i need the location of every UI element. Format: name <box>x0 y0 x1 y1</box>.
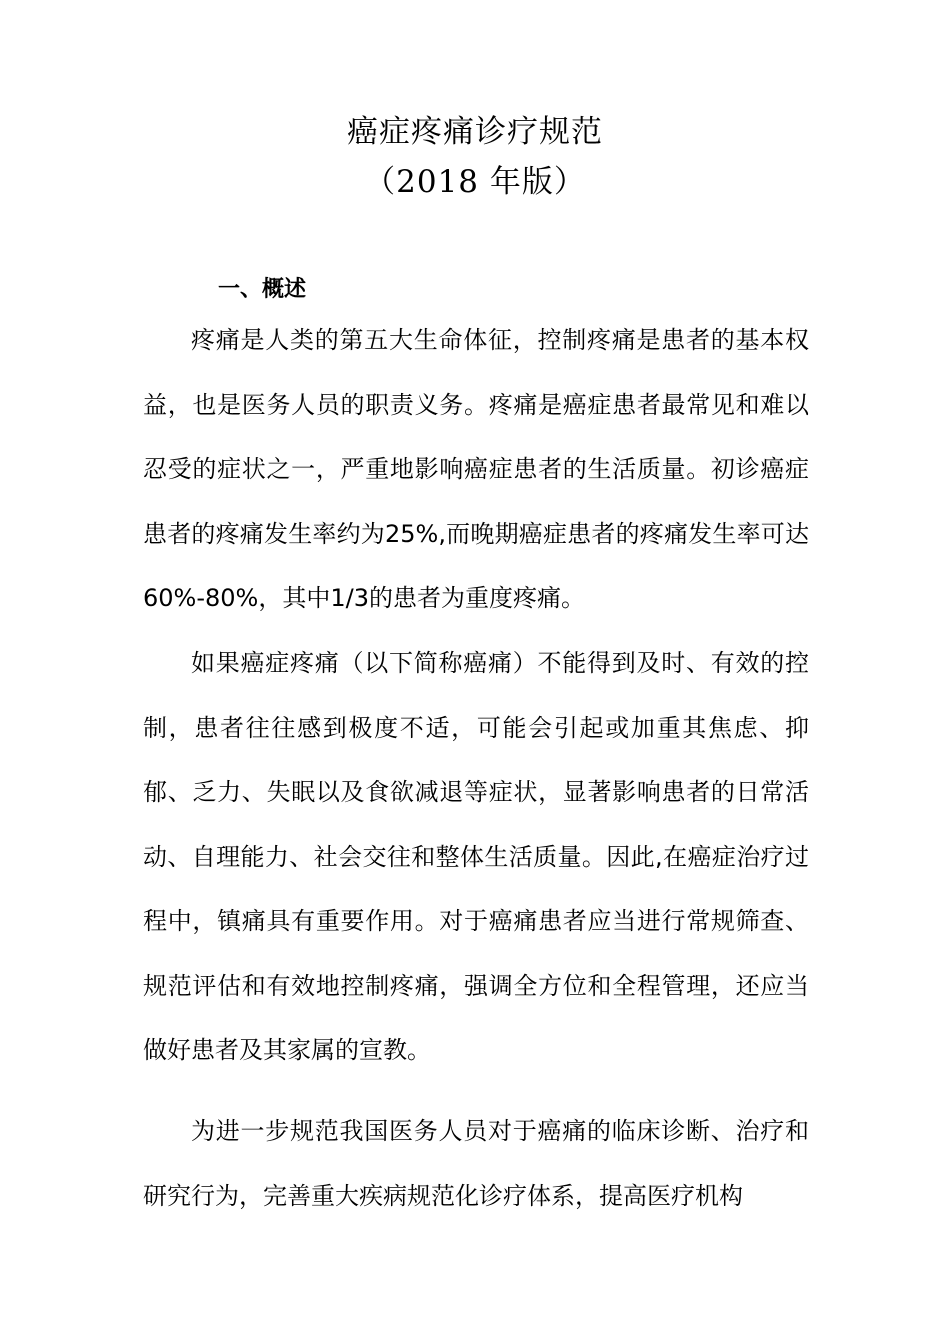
document-subtitle: （2018 年版） <box>364 164 586 200</box>
paragraph-2: 如果癌症疼痛（以下简称癌痛）不能得到及时、有效的控制，患者往往感到极度不适，可能会引起或加重其焦虑、抑郁、乏力、失眠以及食欲减退等症状，显著影响患者的日常活动、自理能力、社会交往和整体生活质量。因此,在癌症治疗过程中，镇痛具有重要作用。对于癌痛患者应当进行常规筛查、规范评估和有效地控制疼痛，强调全方位和全程管理，还应当做好患者及其家属的宣教。 <box>143 649 809 1064</box>
paragraph-1: 疼痛是人类的第五大生命体征，控制疼痛是患者的基本权益，也是医务人员的职责义务。疼痛是癌症患者最常见和难以忍受的症状之一，严重地影响癌症患者的生活质量。初诊癌症患者的疼痛发生率约为25%,而晚期癌症患者的疼痛发生率可达60%-80%，其中1/3的患者为重度疼痛。 <box>143 326 809 612</box>
section-heading: 一、概述 <box>218 277 307 302</box>
document-title: 癌症疼痛诊疗规范 <box>347 114 603 150</box>
paragraph-3: 为进一步规范我国医务人员对于癌痛的临床诊断、治疗和研究行为，完善重大疾病规范化诊疗体系，提高医疗机构 <box>143 1117 809 1210</box>
